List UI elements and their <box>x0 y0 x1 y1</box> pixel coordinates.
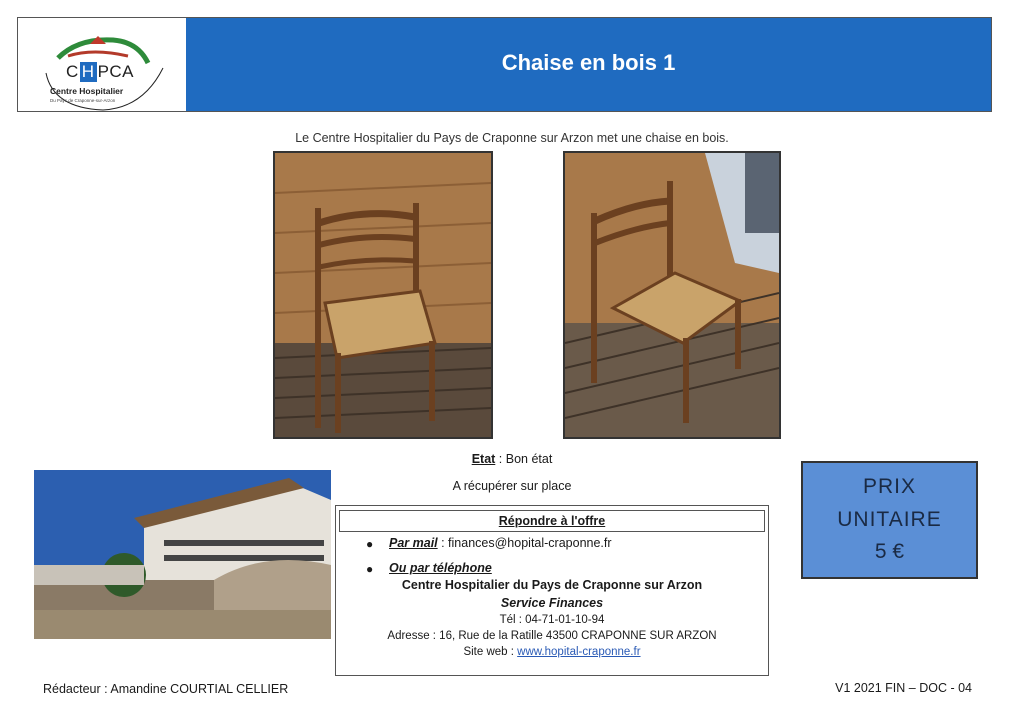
chair-illustration-2 <box>565 153 779 437</box>
footer-version: V1 2021 FIN – DOC - 04 <box>835 681 972 695</box>
phone-label: Ou par téléphone <box>389 561 492 575</box>
phone-number: Tél : 04-71-01-10-94 <box>499 614 605 626</box>
price-box <box>801 461 978 579</box>
chair-photo-1 <box>273 151 493 439</box>
bullet-icon: ● <box>366 537 374 551</box>
hospital-building-photo <box>34 470 331 639</box>
mail-value[interactable]: : finances@hopital-craponne.fr <box>437 536 612 550</box>
footer-author: Rédacteur : Amandine COURTIAL CELLIER <box>43 682 289 696</box>
org-name: Centre Hospitalier du Pays de Craponne sur Arzon <box>401 578 703 592</box>
logo-tagline: Du Pays de Craponne-sur-Arzon <box>50 98 116 103</box>
service-name: Service Finances <box>500 596 604 610</box>
page-title: Chaise en bois 1 <box>501 50 676 75</box>
title-bar <box>186 18 991 111</box>
website-link[interactable]: www.hopital-craponne.fr <box>517 646 641 658</box>
price-label-1: PRIX <box>862 475 916 498</box>
price-value: 5 € <box>874 540 905 563</box>
chair-photo-2 <box>563 151 781 439</box>
logo-wordmark: C H PCA <box>66 62 135 81</box>
intro-text: Le Centre Hospitalier du Pays de Craponne sur Arzon met une chaise en bois. <box>295 131 729 145</box>
logo <box>18 18 187 111</box>
pickup-note: A récupérer sur place <box>452 479 572 493</box>
address: Adresse : 16, Rue de la Ratille 43500 CRAPONNE SUR ARZON <box>387 630 717 642</box>
offer-box <box>335 505 769 676</box>
condition-value: : Bon état <box>495 452 553 466</box>
chair-illustration-1 <box>275 153 491 437</box>
mail-label: Par mail <box>389 536 438 550</box>
building-illustration <box>34 470 331 639</box>
offer-title: Répondre à l'offre <box>339 510 765 532</box>
header <box>17 17 992 112</box>
bullet-icon: ● <box>366 562 374 576</box>
mail-line <box>389 536 612 550</box>
website-line: Site web : www.hopital-craponne.fr <box>463 646 641 658</box>
condition-label: Etat <box>471 452 496 466</box>
price-label-2: UNITAIRE <box>837 508 942 531</box>
logo-subtitle: Centre Hospitalier <box>50 86 124 96</box>
